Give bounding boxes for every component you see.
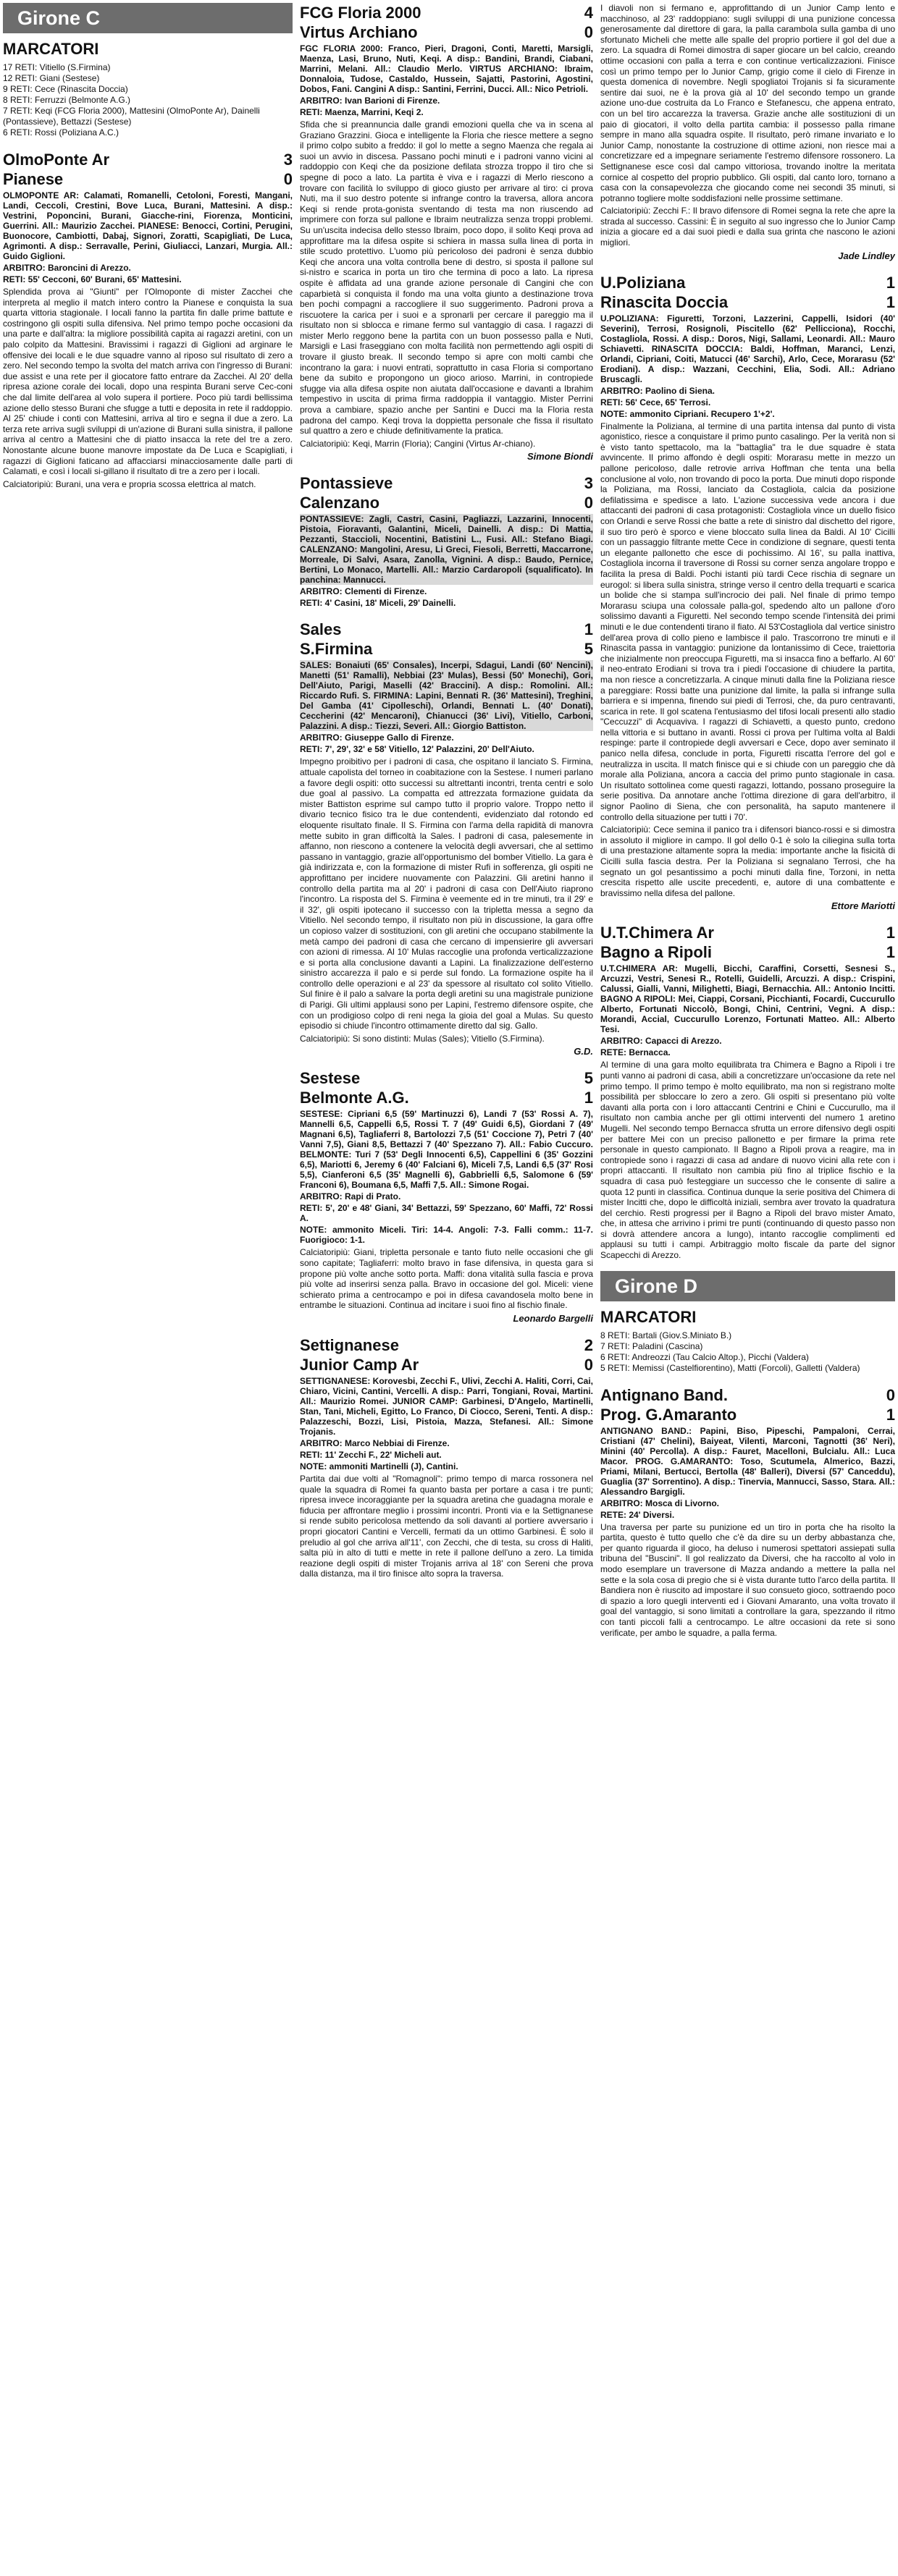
home-score: 3 bbox=[584, 474, 593, 493]
away-team-row bbox=[600, 1405, 895, 1424]
lineups: ANTIGNANO BAND.: Papini, Biso, Pipeschi, Pampaloni, Cerrai, Cristiani (47' Chelini), Baiyeat, Vilenti, Marconi, Tagnotti (36' Neri), Minini (40' Percolla). A disp.: Fauret, Macelloni, Bulcialu. All.: Luca Macor. PROG. G.AMARANTO: Toso, Scutumela, Almerico, Bazzi, Priami, Milani, Bertucci, Bertolla (48' Balleri), Diversi (57' Canceddu), Guaglia (37' Sorrentino). A disp.: Tinervia, Mannucci, Sasso, Stara. All.: Alessandro Bargigli. bbox=[600, 1425, 895, 1497]
home-team-row bbox=[3, 150, 293, 169]
referee: ARBITRO: Marco Nebbiai di Firenze. bbox=[300, 1438, 450, 1448]
match-floria-archiano bbox=[300, 3, 593, 462]
away-team-row bbox=[300, 1088, 593, 1107]
lineups: PONTASSIEVE: Zagli, Castri, Casini, Pagliazzi, Lazzarini, Innocenti, Pistoia, Fioravanti, Galantini, Miceli, Dainelli. A disp.: Di Mattia, Pezzanti, Staccioli, Nocentini, Batistini L., Fusi. All.: Stefano Biagi. CALENZANO: Mangolini, Aresu, Li Greci, Fiesoli, Berretti, Maccarrone, Morreale, Di Salvi, Asara, Zanolla, Vignini. A disp.: Baudo, Pernice, Bertini, Lo Monaco, Martelli. All.: Marzio Cardaropoli (squalificato). In panchina: Mannucci. bbox=[300, 514, 593, 586]
away-team: Prog. G.Amaranto bbox=[600, 1405, 737, 1424]
home-score: 3 bbox=[283, 151, 293, 169]
home-score: 1 bbox=[584, 620, 593, 639]
away-team-row bbox=[3, 169, 293, 189]
lineups: FGC FLORIA 2000: Franco, Pieri, Dragoni, Conti, Maretti, Marsigli, Maenza, Lasi, Bruno, Nuti, Keqi. A disp.: Bandini, Brandi, Ciabani, Marrini, Melani. All.: Claudio Merlo. VIRTUS ARCHIANO: Ibraim, Donnaloia, Tudose, Castaldo, Hussein, Sajatti, Pastorini, Agostini, Dobos, Fani. Cangini A disp.: Santini, Ferrini, Ducci. All.: Nico Petrioli. bbox=[300, 43, 593, 94]
scorer-line: 5 RETI: Memissi (Castelfiorentino), Matti (Forcoli), Galletti (Valdera) bbox=[600, 1362, 860, 1373]
away-team: S.Firmina bbox=[300, 640, 373, 659]
match-report: Calciatoripiù: Giani, tripletta personale e tanto fiuto nelle occasioni che gli sono capitate; Tagliaferri: molto bravo in fase difensiva, in questa gara si propone più volte anche sotto porta. Maffi: dona vitalità sulla fascia e prova più volte ad inserirsi senza palla. Bravo in occasione del gol. Miceli: viene schierato prima a centrocampo e poi in difesa cavandosela molto bene in entrambe le situazioni. Continua ad incitare i suoi fino al fischio finale. bbox=[300, 1247, 593, 1311]
pagelle: Calciatoripiù: Zecchi F.: Il bravo difensore di Romei segna la rete che apre la strada al successo. Cassini: È in seguito al suo ingresso che lo Junior Camp inizia a giocare ed a dai suoi piedi e dalla sua grinta che nascono le azioni migliori. bbox=[600, 206, 895, 248]
match-report: Una traversa per parte su punizione ed un tiro in porta che ha risolto la partita, questo è tutto quello che c'è da dire su un derby abbastanza che, per quanto riguarda il gioco, ha deluso i numerosi spettatori assiepati sulla tribuna del "Buscini". Il gol realizzato da Diversi, che ha raccolto al volo in modo esemplare un traversone di Mazza andando a mettere la palla nel sette e la sola cosa di pregio che si è vista durante tutto l'arco della partita. Il Bandiera non è riuscito ad impostare il suo consueto gioco, sottraendo poco di spazio a loro quegli interventi ed i Giovani Amaranto, una volta trovato il goal del vantaggio, si sono limitati a controllare la gara, spezzando il ritmo con tanti piccoli falli a centrocampo. Le altre occasioni da rete si sono verificate, per ambo le squadre, a palla ferma. bbox=[600, 1521, 895, 1638]
newspaper-page bbox=[3, 3, 895, 2570]
match-antignano-amaranto bbox=[600, 1385, 895, 1639]
column-2 bbox=[300, 3, 593, 1579]
home-team-row bbox=[300, 1068, 593, 1088]
lineups: U.T.CHIMERA AR: Mugelli, Bicchi, Caraffini, Corsetti, Sesnesi S., Arcuzzi, Vestri, Senesi R., Rotelli, Guidelli, Arcuzzi. A disp.: Crispini, Calussi, Gialli, Vanni, Milighetti, Biagi, Bernacchia. All.: Antonio Incitti. BAGNO A RIPOLI: Mei, Ciappi, Corsani, Picchianti, Focardi, Cuccurullo Alberto, Fortunati Niccolò, Bongi, Chini, Centrini, Vegni. A disp.: Morandi, Accial, Cuccurullo Lorenzo, Fortunati Matteo. All.: Alberto Tesi. bbox=[600, 963, 895, 1035]
referee: ARBITRO: Baroncini di Arezzo. bbox=[3, 263, 131, 273]
pagelle: Calciatoripiù: Si sono distinti: Mulas (Sales); Vitiello (S.Firmina). bbox=[300, 1033, 545, 1044]
match-settignanese-junior bbox=[300, 1335, 593, 1579]
home-team: FCG Floria 2000 bbox=[300, 4, 421, 22]
marcatori-title: MARCATORI bbox=[600, 1307, 697, 1326]
referee: ARBITRO: Ivan Barioni di Firenze. bbox=[300, 96, 440, 106]
home-score: 0 bbox=[886, 1385, 895, 1404]
author: Jade Lindley bbox=[838, 250, 895, 261]
match-sestese-belmonte bbox=[300, 1068, 593, 1324]
home-score: 1 bbox=[886, 924, 895, 942]
notes: RETE: Bernacca. bbox=[600, 1047, 671, 1058]
pagelle: Calciatoripiù: Keqi, Marrin (Floria); Cangini (Virtus Ar-chiano). bbox=[300, 438, 536, 449]
away-score: 1 bbox=[886, 1405, 895, 1424]
scorers-list bbox=[600, 1330, 895, 1374]
away-team-row bbox=[300, 1355, 593, 1374]
away-team: Belmonte A.G. bbox=[300, 1089, 409, 1107]
goals: RETI: 55' Cecconi, 60' Burani, 65' Mattesini. bbox=[3, 274, 182, 284]
away-score: 0 bbox=[584, 1356, 593, 1374]
home-score: 4 bbox=[584, 4, 593, 22]
away-team-row bbox=[600, 292, 895, 312]
match-sales-sfirmina bbox=[300, 620, 593, 1057]
girone-c-banner: Girone C bbox=[3, 3, 293, 33]
notes: NOTE: ammonito Miceli. Tiri: 14-4. Angoli: 7-3. Falli comm.: 11-7. Fuorigioco: 1-1. bbox=[300, 1225, 593, 1246]
goals: RETI: Maenza, Marrini, Keqi 2. bbox=[300, 107, 424, 117]
home-team: Antignano Band. bbox=[600, 1385, 728, 1404]
away-team: Calenzano bbox=[300, 494, 380, 512]
home-team-row bbox=[300, 620, 593, 639]
home-team: Settignanese bbox=[300, 1336, 399, 1354]
away-score: 0 bbox=[584, 494, 593, 512]
away-team-row bbox=[300, 493, 593, 512]
goals: RETI: 7', 29', 32' e 58' Vitiello, 12' Palazzini, 20' Dell'Aiuto. bbox=[300, 744, 534, 755]
match-report: Partita dai due volti al "Romagnoli": primo tempo di marca rossonera nel quale la squadra di Romei fa quanto basta per portare a casa i tre punti; ripresa invece incoraggiante per la squadra aretina che guadagna morale e fiducia per affrontare meglio i prossimi incontri. Pronti via e la Settignanese si rende subito pericolosa mettendo da soli davanti al portiere avversario i propri giocatori Cantini e Vercelli, fermati da un ottimo Garbinesi. È solo il preludio al gol che arriva all'11', con Zecchi, che di testa, su cross di Haliti, salta più in alto di tutti e mette in rete il pallone dell'uno a zero. La timida reazione degli ospiti di mister Trojanis arriva al 18' con Sereni che prova dalla distanza, ma il tiro finisce alto sopra la traversa. bbox=[300, 1474, 593, 1579]
goals: RETI: 5', 20' e 48' Giani, 34' Bettazzi, 59' Spezzano, 60' Maffi, 72' Rossi A. bbox=[300, 1203, 593, 1224]
referee: ARBITRO: Clementi di Firenze. bbox=[300, 586, 427, 597]
pagelle: Calciatoripiù: Burani, una vera e propria scossa elettrica al match. bbox=[3, 478, 256, 489]
away-team: Rinascita Doccia bbox=[600, 292, 729, 311]
away-team-row bbox=[600, 942, 895, 962]
match-poliziana-doccia bbox=[600, 273, 895, 912]
away-team: Bagno a Ripoli bbox=[600, 943, 712, 962]
away-team-row bbox=[300, 22, 593, 42]
goals: RETI: 4' Casini, 18' Miceli, 29' Dainelli. bbox=[300, 598, 456, 609]
match-pontassieve-calenzano bbox=[300, 473, 593, 608]
goals: RETE: 24' Diversi. bbox=[600, 1509, 675, 1520]
home-score: 5 bbox=[584, 1069, 593, 1088]
lineups: SALES: Bonaiuti (65' Consales), Incerpi, Sdagui, Landi (60' Nencini), Manetti (51' Ramalli), Nebbiai (23' Mulas), Bessi (50' Monechi), Gori, Dell'Aiuto, Parigi, Maselli (42' Braccini). A disp.: Romolini. All.: Riccardo Rufi. S. FIRMINA: Lapini, Bennati R. (36' Mattesini), Treghini, Del Gamba (41' Cipolleschi), Orlandi, Bennati L. (40' Donati), Ceccherini (42' Mencaroni), Chianucci (36' Livi), Vitiello, Carboni, Palazzini. A disp.: Tiezzi, Severi. All.: Giorgio Battiston. bbox=[300, 660, 593, 732]
home-team-row bbox=[600, 923, 895, 942]
away-team: Junior Camp Ar bbox=[300, 1356, 419, 1374]
away-score: 0 bbox=[283, 170, 293, 188]
pagelle: Calciatoripiù: Cece semina il panico tra i difensori bianco-rossi e si dimostra in assoluto il migliore in campo. Il gol dello 0-1 è solo la ciliegina sulla torta di una prestazione altamente sopra la media: importante anche la fisicità di Cicilli sulla fascia destra. Per la Poliziana si segnalano Terrosi, che ha segnato un gol pesantissimo a pochi minuti dalla fine, Torzoni, in netta crescita rispetto alle uscite precedenti, e, autore di una combattente e bravissimo nella difesa del pallone. bbox=[600, 824, 895, 898]
marcatori-title: MARCATORI bbox=[3, 40, 99, 58]
home-team-row bbox=[600, 273, 895, 292]
scorers-list bbox=[3, 62, 293, 138]
scorer-line: 6 RETI: Andreozzi (Tau Calcio Altop.), Picchi (Valdera) bbox=[600, 1351, 809, 1362]
scorer-line: 8 RETI: Bartali (Giov.S.Miniato B.) bbox=[600, 1330, 732, 1340]
author: Simone Biondi bbox=[527, 451, 593, 463]
goals: RETI: 11' Zecchi F., 22' Micheli aut. bbox=[300, 1450, 442, 1460]
away-score: 5 bbox=[584, 640, 593, 659]
home-team: OlmoPonte Ar bbox=[3, 151, 110, 169]
lineups: U.POLIZIANA: Figuretti, Torzoni, Lazzerini, Cappelli, Isidori (40' Severini), Terrosi, Rosignoli, Piscitello (62' Pellicciona), Rocchi, Costagliola, Rossi. A disp.: Doros, Nigi, Sallami, Leonardi. All.: Mauro Schiavetti. RINASCITA DOCCIA: Baldi, Hoffman, Maranci, Lenzi, Orlandi, Cipriani, Coiti, Matucci (46' Sarchi), Arlo, Cece, Morarasu (52' Erodiani). A disp.: Wazzani, Cecchini, Elia, Sodi. All.: Adriano Bruscagli. bbox=[600, 313, 895, 384]
column-1 bbox=[3, 3, 293, 489]
home-team: Sestese bbox=[300, 1069, 361, 1088]
home-team: Pontassieve bbox=[300, 474, 393, 493]
away-team: Virtus Archiano bbox=[300, 23, 418, 41]
home-team: Sales bbox=[300, 620, 342, 639]
scorer-line: 6 RETI: Rossi (Poliziana A.C.) bbox=[3, 127, 119, 138]
match-report: Impegno proibitivo per i padroni di casa, che ospitano il lanciato S. Firmina, attuale capolista del torneo in coabitazione con la Sestese. I numeri parlano a favore degli ospiti: otto successi su altrettanti incontri, trenta centri e solo due goal al passivo. La compatta ed attrezzata formazione guidata da mister Battiston esprime sul campo tutto il proprio valore. Troppo netto il divario tecnico fisico tra le due contendenti, evidenziato dal rotondo ed eloquente risultato finale. Il S. Firmina con l'arma della rapidità di manovra mette subito in gran difficoltà la Sales. I padroni di casa, palesemente in affanno, non riescono a contenere la velocità degli avversari, che al settimo passano in vantaggio, grazie all'opportunismo del bomber Vitiello. La gara è già indirizzata e, con la formazione di mister Rufi in sofferenza, gli ospiti ne approfittano per incidere nuovamente con Palazzini. Gli aretini hanno il controllo della partita ma al 20' i padroni di casa con Dell'Aiuto riaprono l'incontro. La risposta del S. Firmina è veemente ed in tre minuti, tra il 29' e il 32', gli ospiti ipotecano il successo con la tripletta messa a segno da Vitiello. Nel secondo tempo, il risultato non più in discussione, la gara offre un copioso valzer di sostituzioni, con gli aretini che occupano stabilmente la metà campo dei padroni di casa che cercano di impensierire gli avversari con azioni di rimessa. Al 10' Mulas raccoglie una profonda verticalizzazione e si porta alla conclusione davanti a Lapini. La finalizzazione dell'esterno sinistro accarezza il palo e si perde sul fondo. La formazione ospite ha il controllo delle operazioni e al 23' da spessore al risultato col solito Vitiello. Sul finire è il palo a salvare la porta degli aretini su una magistrale punizione di Parigi. Gli ultimi applausi sono per Lapini, l'estremo difensore ospite, che con un prodigioso colpo di reni nega la gioia del goal a Mulas. Su questo episodio si chiude l'incontro ottimamente diretto dal sig. Gallo. bbox=[300, 756, 593, 1031]
home-team: U.T.Chimera Ar bbox=[600, 924, 714, 942]
away-score: 1 bbox=[584, 1089, 593, 1107]
lineups: OLMOPONTE AR: Calamati, Romanelli, Cetoloni, Foresti, Mangani, Landi, Ceccoli, Crestini, Bove Luca, Burani, Mattesini. A disp.: Vestrini, Poponcini, Burani, Giacche-rini, Fiorenza, Monticini, Guerrini. All.: Maurizio Zacchei. PIANESE: Benocci, Cortini, Perugini, Buonocore, Cambiotti, Dabaj, Signori, Zoratti, Scapigliati, De Luca, Agrimonti. A disp.: Serravalle, Perini, Giuliacci, Lanzari, Murgia. All.: Guido Giglioni. bbox=[3, 190, 293, 261]
home-team-row bbox=[300, 473, 593, 493]
lineups: SESTESE: Cipriani 6,5 (59' Martinuzzi 6), Landi 7 (53' Rossi A. 7), Mannelli 6,5, Cappelli 6,5, Rossi T. 7 (49' Guidi 6,5), Giordani 7 (49' Magnani 6,5), Tagliaferri 8, Bartolozzi 7,5 (51' Coccione 7), Petri 7 (40' Vanni 7,5), Giani 8,5, Bettazzi 7 (40' Spezzano 7). All.: Fabio Cuccuro. BELMONTE: Turi 7 (53' Degli Innocenti 6,5), Cappellini 6 (35' Gozzini 6,5), Mariotti 6, Jeremy 6 (40' Falciani 6), Miceli 7,5, Landi 6,5 (37' Rosi 5,5), Cianferoni 6,5 (35' Magnelli 6), Gabbrielli 6,5, Salomone 6 (59' Franconi 6), Boumana 6,5, Maffi 7,5. All.: Simone Rogai. bbox=[300, 1109, 593, 1191]
referee: ARBITRO: Rapi di Prato. bbox=[300, 1191, 401, 1202]
author: Ettore Mariotti bbox=[831, 900, 895, 912]
lineups: SETTIGNANESE: Korovesbi, Zecchi F., Ulivi, Zecchi A. Haliti, Corri, Cai, Chiaro, Vicini, Cantini, Vercelli. A disp.: Parri, Tongiani, Rovai, Martini. All.: Maurizio Romei. JUNIOR CAMP: Garbinesi, D'Angelo, Martinelli, Stan, Tani, Micheli, Egitto, Lo Franco, Di Ciocco, Sereni, Tenti. A disp.: Palazzeschi, Bozzi, Lisi, Pistoia, Mazza, Stefanesi. All.: Simone Trojanis. bbox=[300, 1376, 593, 1437]
away-score: 1 bbox=[886, 943, 895, 962]
home-team-row bbox=[600, 1385, 895, 1405]
match-report-continued: I diavoli non si fermano e, approfittando di un Junior Camp lento e macchinoso, al 23' raddoppiano: sugli sviluppi di una punizione concessa generosamente dal direttore di gara, la palla carambola sulla gamba di uno sfortunato Micheli che mette alle spalle del proprio portiere il gol del due a zero. La squadra di Romei dimostra di saper giocare un bel calcio, creando ottime occasioni con palla a terra e con continue verticalizzazioni. Finisce così un primo tempo per lo Junior Camp, grigio come il cielo di Firenze in questa domenica di novembre. Negli spogliatoi Trojanis si fa sicuramente sentire dai suoi, ne è la prova già al 10' del secondo tempo un grande azione uno-due costruita da Lo Franco e Stefanescu, che appena entrato, con un bel tiro accarezza la traversa. Grazie anche alle sostituzioni di un paio di giocatori, il volto della partita cambia: il possesso palla rimane sempre in mano alla squadra ospite. Il risultato, però rimane invariato e lo Junior Camp, nonostante la costruzione di ottime azioni, non riesce mai a concretizzare ed a impegnare seriamente l'estremo difensore rossonero. La Settignanese esce così dal campo vittoriosa, trovando inoltre la meritata cornice al cospetto del proprio pubblico. Gli ospiti, dal canto loro, tornano a casa con la consapevolezza che giocando come nei secondi 35 minuti, si potranno togliere molte soddisfazioni nelle prossime settimane. bbox=[600, 3, 895, 203]
column-3 bbox=[600, 3, 895, 1638]
notes: NOTE: ammonito Cipriani. Recupero 1'+2'. bbox=[600, 408, 775, 419]
referee: ARBITRO: Capacci di Arezzo. bbox=[600, 1036, 722, 1047]
scorer-line: 17 RETI: Vitiello (S.Firmina) bbox=[3, 62, 111, 72]
author: Leonardo Bargelli bbox=[513, 1313, 593, 1324]
away-score: 0 bbox=[584, 23, 593, 41]
scorer-line: 7 RETI: Paladini (Cascina) bbox=[600, 1340, 703, 1351]
match-chimera-bagno bbox=[600, 923, 895, 1260]
scorer-line: 7 RETI: Keqi (FCG Floria 2000), Mattesini (OlmoPonte Ar), Dainelli (Pontassieve), Bettazzi (Sestese) bbox=[3, 106, 260, 127]
match-report: Al termine di una gara molto equilibrata tra Chimera e Bagno a Ripoli i tre punti vanno ai padroni di casa, abili a concretizzare un'occasione da rete nel primo tempo. Il primo tempo è molto equilibrato, ma non si registrano molte possibilità per sbloccare lo zero a zero. Gli ospiti si presentano più volte davanti alla porta con i loro attaccanti Centrini e Chini e Cuccurullo, ma il risultato non cambia anche per gli ottimi interventi del numero 1 aretino Mugelli. Nel secondo tempo Bernacca sfrutta un errore difensivo degli ospiti per battere Mei con un preciso pallonetto e per firmare la prima rete personale in questo campionato. Il Bagno a Ripoli prova a reagire, ma in contropiede sono i ragazzi di casa ad andare di nuovo vicini alla rete con i propri attaccanti. Il risultato non cambia più fino al triplice fischio e la squadra di casa può festeggiare un successo che le consente di salire a quota 12 punti in classifica. Continua dunque la serie positiva del Chimera di mister Incitti che, dopo le difficoltà iniziali, sembra aver trovato la quadratura del cerchio. Resti progressi per il Bagno a Ripoli del bravo mister Amato, che, in attesa che arrivino i primi tre punti (continuando di questo passo non si dovrà attendere ancora a lungo), intanto raccoglie complimenti ed applausi su tutti i campi. Arbitraggio molto fiscale da parte del signor Scapecchi di Arezzo. bbox=[600, 1060, 895, 1261]
home-score: 1 bbox=[886, 273, 895, 292]
away-team-row bbox=[300, 639, 593, 659]
referee: ARBITRO: Paolino di Siena. bbox=[600, 385, 716, 396]
scorer-line: 8 RETI: Ferruzzi (Belmonte A.G.) bbox=[3, 95, 131, 105]
match-report: Sfida che si preannuncia dalle grandi emozioni quella che va in scena al Graziano Grazzini. Gioca e intelligente la Floria che riesce mettere a segno il primo colpo subito a freddo: il gol lo mette a segno Maenza che regala ai suoi un avvio in discesa. Passano pochi minuti e i padroni vanno vicini al raddoppio con Keqi che da posizione defilata strozza troppo il tiro che si spegne di poco a lato. La partita è viva e i ragazzi di Merlo riescono a trovare con facilità lo sviluppo di gioco giusto per arrivare al tiro: ci prova Nuti, ma il suo destro potente si infrange contro la traversa, allora ancora Keqi si rende prota-gonista sventando di testa ma non riuscendo ad imprimere con forza sul pallone e Ibraim neutralizza senza troppi problemi. Su un'uscita indecisa dello stesso Ibraim, poco dopo, il solito Keqi prova ad approfittare ma la difesa ospite si schiera in massa sulla linea di porta in stile scudo protettivo. L'uomo più pericoloso dei padroni è senza dubbio Keqi che ancora una volta controlla bene di destro, si sposta il pallone sul si-nistro e scarica in porta un tiro che termina di poco a lato. La ripresa ospite è affidata ad una grande azione personale di Cangini che con caparbietà si conquista il fondo ma una volta giunto a destinazione trova ben pochi compagni a raccogliere il suo suggerimento. Padroni prova a riscuotere la carica per i suoi e a spronarli per cercare il pareggio ma il risultato non si sblocca e rimane fermo sul vantaggio di casa. I ragazzi di mister Merlo reggono bene la partita con un buon possesso palla e Nuti, Marsigli e Lasi fraseggiano con molta facilità non permettendo agli ospiti di trovare il giusto break. Il secondo tempo si apre con molti cambi che incontrano la gara: i nuovi entrati, soprattutto in casa Floria si comportano bene da subito e propongono un gioco arioso. Marrini, in contropiede sfugge via alla difesa ospite non aiutata dall'occasione e davanti a Ibrahim tempestivo in uscita di prima firma raddoppia il vantaggio. Mister Perrini prova a cambiare, spazio anche per Santini e Ducci ma la Floria resta padrona del campo. Keqi trova la doppietta personale che fissa il risultato sul quattro a zero e chiude definitivamente la pratica. bbox=[300, 119, 593, 436]
scorer-line: 12 RETI: Giani (Sestese) bbox=[3, 73, 100, 83]
home-team: U.Poliziana bbox=[600, 273, 686, 292]
scorer-line: 9 RETI: Cece (Rinascita Doccia) bbox=[3, 84, 128, 94]
notes: NOTE: ammoniti Martinelli (J), Cantini. bbox=[300, 1461, 458, 1471]
match-olmoponte-pianese bbox=[3, 150, 293, 489]
referee: ARBITRO: Mosca di Livorno. bbox=[600, 1498, 720, 1508]
match-report: Splendida prova ai "Giunti" per l'Olmoponte di mister Zacchei che interpreta al meglio il match intero contro la Pianese e conquista la sua quarta vittoria stagionale. I locali fanno la partita fin dalle prime battute e costringono gli ospiti sulla difensiva. Nel primo tempo poche occasioni da una parte e dall'altra: la migliore possibilità capita ai ragazzi aretini, con un palo colpito da Mattesini. Bravissimi i ragazzi di Giglioni ad arginare le offensive dei locali e le due squadre vanno al riposo sul risultato di zero a zero. Nel secondo tempo la svolta del match arriva con l'ingresso di Burani: due assist e una rete per il giocatore fatto entrare da Zacchei. Al 20' della ripresa azione corale dei locali, dopo una respinta Burani serve Cec-coni che dal limite dell'area al volo supera il portiere. Poco più tardi bellissima azione dello stesso Burani che sfugge a tutti e deposita in rete il raddoppio. Al 25' chiude i conti con Mattesini, arriva al tiro e segna il due a zero. La terza rete arriva sugli sviluppi di un'azione di Burani sulla sinistra, il pallone arriva al centro a Mattesini che di piatto insacca la rete del tre a zero. Nonostante alcune buone manovre impostate da De Luca e Scapigliati, i ragazzi di Giglioni faticano ad affacciarsi minacciosamente dalle parti di Calamati, e così i locali si-gillano il risultato di tre a zero per i locali. bbox=[3, 287, 293, 477]
away-team: Pianese bbox=[3, 170, 64, 188]
referee: ARBITRO: Giuseppe Gallo di Firenze. bbox=[300, 732, 454, 743]
home-team-row bbox=[300, 1335, 593, 1355]
goals: RETI: 56' Cece, 65' Terrosi. bbox=[600, 397, 711, 407]
match-report: Finalmente la Poliziana, al termine di una partita intensa dal punto di vista agonistico, riesce a conquistare il primo punto casalingo. Per la verità non si è visto tanto spettacolo, ma la "battaglia" tra le due squadre è stata avvincente. Il primo affondo è degli ospiti: Morarasu mette in mezzo un pallone pericoloso, dalle retrovie arriva Hoffman che tenta una bella conclusione al volo, non trovando di poco la porta. Due minuti dopo risponde la Poliziana, ma Rossi, lanciato da Costagliola, calcia da posizione defilatissima e spedisce a lato. L'azione successiva vede ancora i due attaccanti dei padroni di casa protagonisti: Costagliola vince un duello fisico con Orlandi e serve Rossi che batte a rete di sinistro dal dischetto del rigore, il suo tiro però è sporco e viene bloccato sulla linea da Baldi. Al 10' Cicilli con un passaggio filtrante mette Cece in condizione di segnare, questi tenta un elegante pallonetto che esce di pochissimo. Al 16', su palla inattiva, Costagliola incorna il traversone di Rossi su corner senza angolare troppo e facilita la presa di Baldi. Pochi istanti più tardi Cece rischia di segnare un eurogol: si libera sulla sinistra, stringe verso il centro della trequarti e scarica un bolide che si stampa sull'incrocio dei pali. Nel finale di primo tempo Morarasu sciupa una colossale palla-gol, spedendo alto un pallone d'oro solissimo davanti a Figuretti. Nel secondo tempo scende l'intensità dei primi minuti e le due contendenti tirano il fiato. Al 53'Costagliola dal vertice sinistro dell'area prova di collo pieno e lambisce il palo. Trascorrono tre minuti e il Rinascita passa in vantaggio: punizione da lontanissimo di Cece, traiettoria che inizialmente non preoccupa Figuretti, ma si insacca fino a beffarlo. Al 60' il neo-entrato Erodiani si trova tra i piedi l'occasione di chiudere la partita, ma non riesce a concretizzarla. A cinque minuti dalla fine la Poliziana riesce a pareggiare: Rossi batte una punizione dal limite, la palla si infrange sulla barriera e si impenna, finendo sui piedi di Terrosi, che, da puro centravanti, scarica in rete. Il gol scatena l'entusiasmo del tifosi locali presenti allo stadio "Ceccuzzi" di Acquaviva. I ragazzi di Schiavetti, a questo punto, credono nella vittoria e si buttano in avanti. Rossi ci prova per l'ultima volta al Baldi respinge: parte il contropiede degli avversari e Cece, dopo aver seminato il panico nella difesa, conclude in porta, Figuretti riscatta l'errore del gol e neutralizza in uscita. Il match finisce qui e si chiude con un pareggio che dà morale alla Poliziana, ancora a caccia del primo punto stagionale in casa. Un risultato sottolinea come questi ragazzi, lottando, possano proseguire la serie positiva. Da annotare anche l'ottima direzione di gara dell'arbitro, il signor Paolino di Siena, che con personalità, ha saputo mantenere il controllo della situazione per tutti i 70'. bbox=[600, 421, 895, 822]
author: G.D. bbox=[574, 1046, 593, 1057]
away-score: 1 bbox=[886, 292, 895, 311]
home-team-row bbox=[300, 3, 593, 22]
home-score: 2 bbox=[584, 1336, 593, 1354]
girone-d-banner: Girone D bbox=[600, 1271, 895, 1301]
